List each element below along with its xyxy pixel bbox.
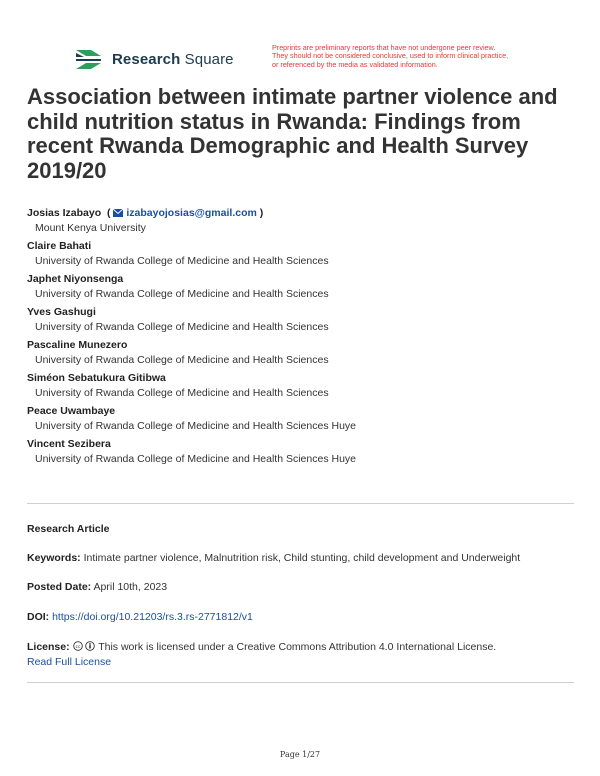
divider bbox=[27, 682, 574, 683]
envelope-icon bbox=[113, 209, 123, 217]
author-name: Josias Izabayo ( izabayojosias@gmail.com ) bbox=[27, 207, 264, 219]
creative-commons-icon bbox=[73, 641, 83, 651]
divider bbox=[27, 503, 574, 504]
author-name: Siméon Sebatukura Gitibwa bbox=[27, 372, 166, 384]
author-name: Pascaline Munezero bbox=[27, 339, 128, 351]
author-name: Claire Bahati bbox=[27, 240, 92, 252]
research-square-logo[interactable] bbox=[74, 46, 234, 72]
author-affiliation: University of Rwanda College of Medicine and Health Sciences Huye bbox=[35, 420, 356, 432]
author-affiliation: University of Rwanda College of Medicine and Health Sciences bbox=[35, 387, 329, 399]
preprint-notice bbox=[272, 44, 600, 69]
page-number: Page 1/27 bbox=[279, 750, 321, 759]
research-square-logo-icon bbox=[74, 46, 104, 72]
author-affiliation: University of Rwanda College of Medicine and Health Sciences bbox=[35, 354, 329, 366]
page-header bbox=[74, 43, 594, 76]
notice-line: They should not be considered conclusive, used to inform clinical practice, bbox=[272, 51, 509, 61]
doi-link[interactable]: https://doi.org/10.21203/rs.3.rs-2771812/v1 bbox=[52, 611, 253, 623]
author-email-link[interactable]: izabayojosias@gmail.com bbox=[113, 207, 256, 219]
author-affiliation: University of Rwanda College of Medicine and Health Sciences Huye bbox=[35, 453, 356, 465]
author-affiliation: University of Rwanda College of Medicine and Health Sciences bbox=[35, 288, 329, 300]
author-affiliation: Mount Kenya University bbox=[35, 222, 146, 234]
author-list bbox=[27, 206, 577, 470]
author-name: Yves Gashugi bbox=[27, 306, 96, 318]
posted-date: Posted Date: April 10th, 2023 bbox=[27, 581, 168, 593]
author-name: Japhet Niyonsenga bbox=[27, 273, 124, 285]
notice-line: or referenced by the media as validated information. bbox=[272, 59, 438, 69]
paper-title: Association between intimate partner violence and child nutrition status in Rwanda: Findings from recent Rwanda Demographic and Health Survey 2019/20 bbox=[27, 84, 558, 183]
author-affiliation: University of Rwanda College of Medicine and Health Sciences bbox=[35, 321, 329, 333]
logo-wordmark: Research Square bbox=[112, 50, 234, 68]
doi: DOI: https://doi.org/10.21203/rs.3.rs-2771812/v1 bbox=[27, 611, 253, 623]
keywords: Keywords: Intimate partner violence, Malnutrition risk, Child stunting, child development and Underweight bbox=[27, 552, 521, 564]
read-full-license-link[interactable]: Read Full License bbox=[27, 656, 112, 668]
license: License: cc This work is licensed under a Creative Commons Attribution 4.0 International License. Read Full License bbox=[27, 641, 497, 668]
author-name: Vincent Sezibera bbox=[27, 438, 111, 450]
author-name: Peace Uwambaye bbox=[27, 405, 116, 417]
attribution-icon bbox=[85, 641, 95, 651]
svg-text:cc: cc bbox=[75, 644, 81, 650]
notice-line: Preprints are preliminary reports that have not undergone peer review. bbox=[272, 43, 496, 52]
author-affiliation: University of Rwanda College of Medicine and Health Sciences bbox=[35, 255, 329, 267]
article-type: Research Article bbox=[27, 523, 110, 535]
